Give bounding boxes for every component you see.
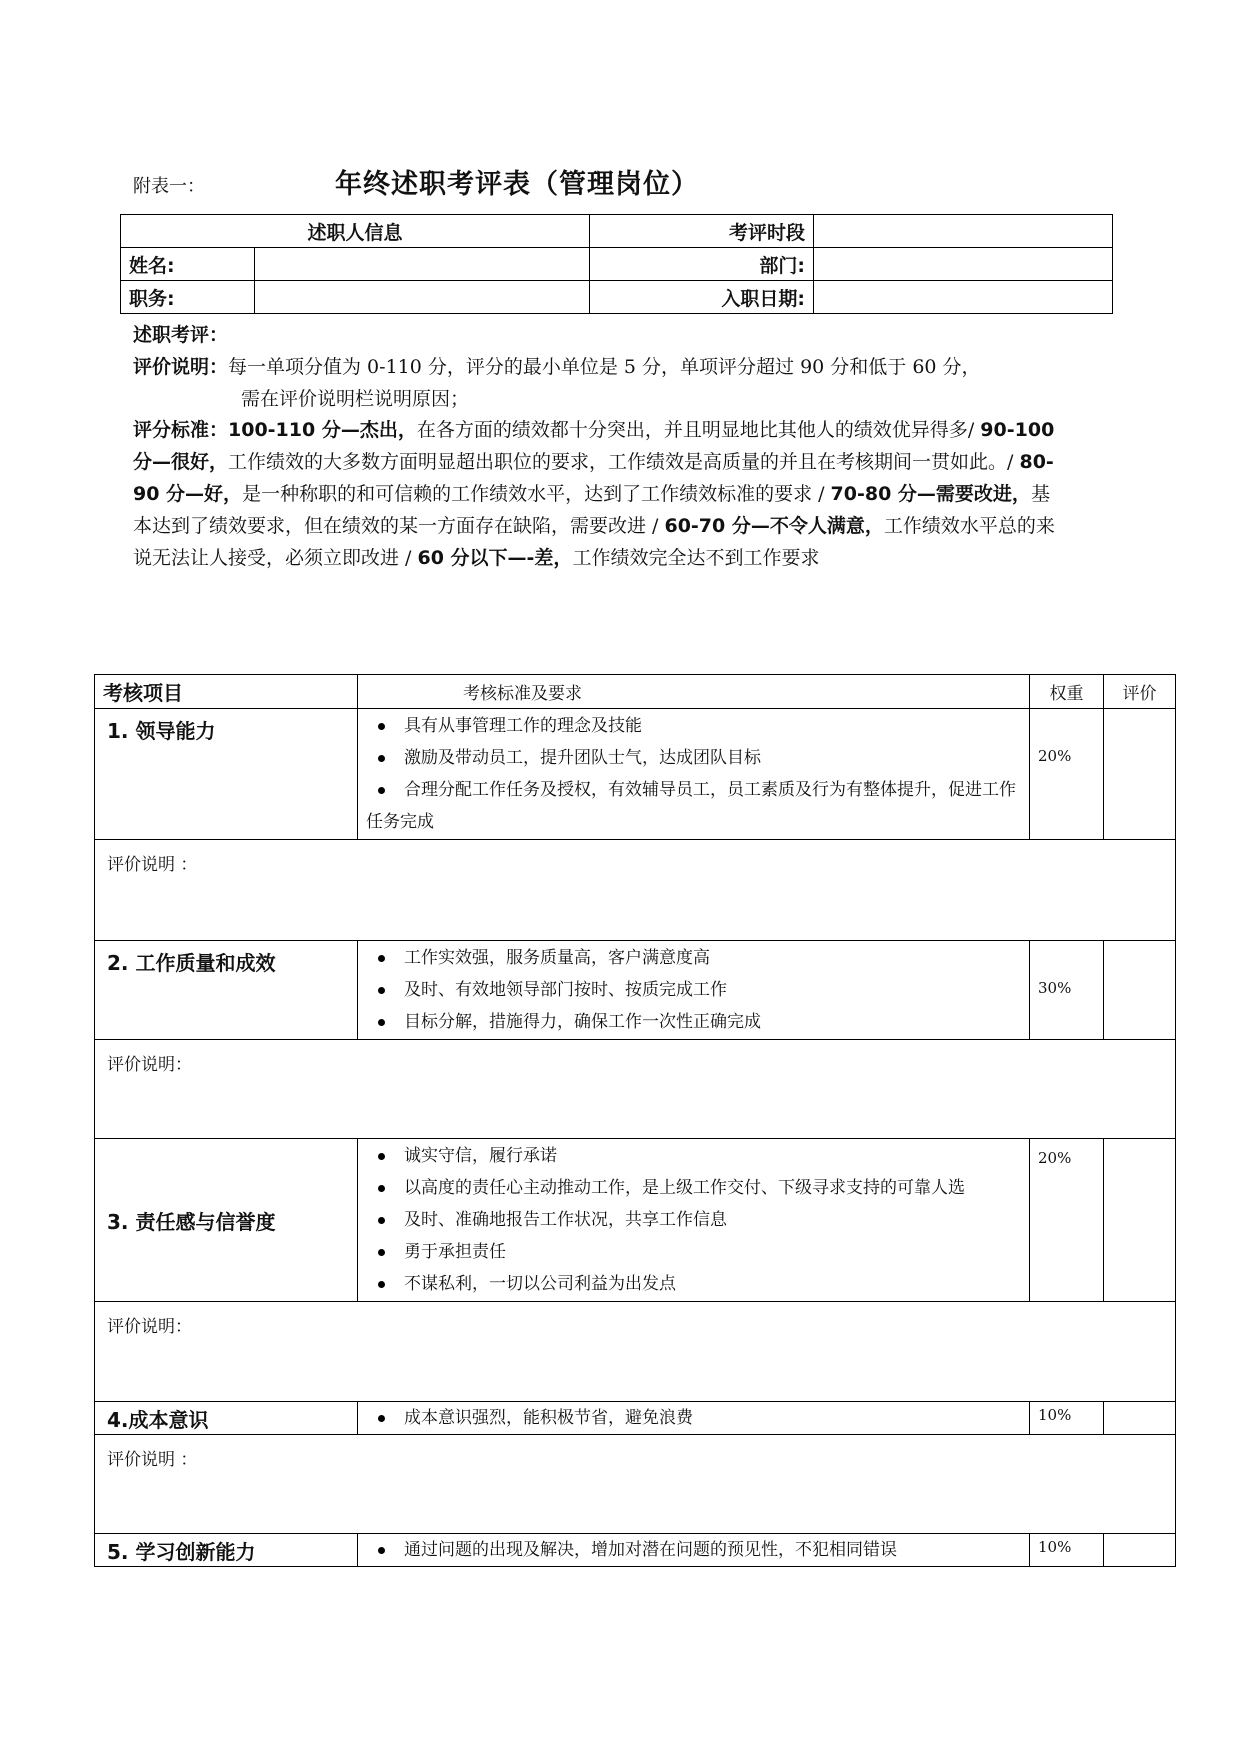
attachment-label: 附表一：	[133, 176, 205, 197]
period-field[interactable]	[814, 215, 1113, 248]
appraisal-table	[94, 674, 1176, 1567]
std-level-5-label: 60-70 分—不令人满意，	[664, 515, 884, 537]
header-weight: 权重	[1030, 675, 1104, 709]
std-level-1-label: 100-110 分—杰出，	[228, 419, 417, 441]
criteria-item: 通过问题的出现及解决，增加对潜在问题的预见性，不犯相同错误	[366, 1534, 1021, 1566]
std-level-2-label: 90-100 分—很好，	[133, 419, 1055, 473]
criteria-item: 工作实效强，服务质量高，客户满意度高	[366, 942, 1021, 974]
header-score: 评价	[1104, 675, 1176, 709]
period-label: 考评时段	[590, 215, 814, 248]
table-row	[95, 709, 1176, 840]
item-name: 2. 工作质量和成效	[95, 941, 358, 1040]
criteria-cell	[358, 941, 1030, 1040]
criteria-item: 以高度的责任心主动推动工作，是上级工作交付、下级寻求支持的可靠人选	[366, 1172, 1021, 1204]
department-label: 部门:	[590, 248, 814, 281]
desc-text: 每一单项分值为 0-110 分，评分的最小单位是 5 分，单项评分超过 90 分和低于 60 分，	[228, 356, 981, 378]
name-label: 姓名:	[121, 248, 255, 281]
scoring-standard	[133, 414, 1063, 574]
std-level-4-text: 基本达到了绩效要求，但在绩效的某一方面存在缺陷，需要改进 /	[133, 483, 1050, 537]
criteria-item: 目标分解，措施得力，确保工作一次性正确完成	[366, 1006, 1021, 1038]
table-row	[95, 941, 1176, 1040]
std-label: 评分标准：	[133, 419, 229, 441]
score-field[interactable]	[1104, 941, 1176, 1040]
criteria-item: 勇于承担责任	[366, 1236, 1021, 1268]
weight-value: 20%	[1030, 1139, 1104, 1302]
entry-date-field[interactable]	[814, 281, 1113, 314]
score-field[interactable]	[1104, 1402, 1176, 1435]
weight-value: 30%	[1030, 941, 1104, 1040]
std-level-3-label: 80-90 分—好，	[133, 451, 1054, 505]
table-row	[95, 1534, 1176, 1567]
position-field[interactable]	[255, 281, 590, 314]
item-name: 5. 学习创新能力	[95, 1534, 358, 1567]
remark-field[interactable]: 评价说明 ：	[95, 1435, 1176, 1534]
remark-field[interactable]: 评价说明：	[95, 1040, 1176, 1139]
header-criteria: 考核标准及要求	[358, 675, 1030, 709]
std-level-2-text: 工作绩效的大多数方面明显超出职位的要求，工作绩效是高质量的并且在考核期间一贯如此。/	[228, 451, 1020, 473]
weight-value: 10%	[1030, 1402, 1104, 1435]
criteria-cell	[358, 1402, 1030, 1435]
score-field[interactable]	[1104, 1534, 1176, 1567]
criteria-item: 合理分配工作任务及授权，有效辅导员工，员工素质及行为有整体提升，促进工作任务完成	[366, 774, 1021, 838]
desc-label: 评价说明：	[133, 356, 229, 378]
weight-value: 10%	[1030, 1534, 1104, 1567]
remark-field[interactable]: 评价说明：	[95, 1302, 1176, 1402]
table-row	[95, 1402, 1176, 1435]
std-level-6-label: 60 分以下—-差，	[417, 547, 573, 569]
std-level-5-text: 工作绩效水平总的来说无法让人接受，必须立即改进 /	[133, 515, 1055, 569]
item-name: 1. 领导能力	[95, 709, 358, 840]
person-info-header: 述职人信息	[121, 215, 590, 248]
score-field[interactable]	[1104, 1139, 1176, 1302]
criteria-item: 成本意识强烈，能积极节省，避免浪费	[366, 1402, 1021, 1434]
evaluation-description	[133, 351, 1063, 415]
criteria-item: 具有从事管理工作的理念及技能	[366, 710, 1021, 742]
item-name: 4.成本意识	[95, 1402, 358, 1435]
criteria-cell	[358, 1139, 1030, 1302]
criteria-cell	[358, 709, 1030, 840]
appraisal-heading: 述职考评：	[133, 324, 229, 346]
criteria-cell	[358, 1534, 1030, 1567]
header-item: 考核项目	[95, 675, 358, 709]
weight-value: 20%	[1030, 709, 1104, 840]
entry-date-label: 入职日期:	[590, 281, 814, 314]
criteria-item: 及时、有效地领导部门按时、按质完成工作	[366, 974, 1021, 1006]
page-title: 年终述职考评表（管理岗位）	[335, 169, 699, 200]
position-label: 职务:	[121, 281, 255, 314]
score-field[interactable]	[1104, 709, 1176, 840]
reporter-info-table	[120, 214, 1113, 314]
std-level-1-text: 在各方面的绩效都十分突出，并且明显地比其他人的绩效优异得多/	[416, 419, 981, 441]
department-field[interactable]	[814, 248, 1113, 281]
table-row	[95, 1139, 1176, 1302]
std-level-4-label: 70-80 分—需要改进，	[830, 483, 1031, 505]
desc-text-continued: 需在评价说明栏说明原因；	[241, 388, 470, 410]
remark-field[interactable]: 评价说明 ：	[95, 840, 1176, 941]
name-field[interactable]	[255, 248, 590, 281]
criteria-item: 诚实守信，履行承诺	[366, 1140, 1021, 1172]
criteria-item: 不谋私利，一切以公司利益为出发点	[366, 1268, 1021, 1300]
std-level-3-text: 是一种称职的和可信赖的工作绩效水平，达到了工作绩效标准的要求 /	[242, 483, 831, 505]
item-name: 3. 责任感与信誉度	[95, 1139, 358, 1302]
std-level-6-text: 工作绩效完全达不到工作要求	[572, 547, 820, 569]
criteria-item: 及时、准确地报告工作状况，共享工作信息	[366, 1204, 1021, 1236]
criteria-item: 激励及带动员工，提升团队士气，达成团队目标	[366, 742, 1021, 774]
